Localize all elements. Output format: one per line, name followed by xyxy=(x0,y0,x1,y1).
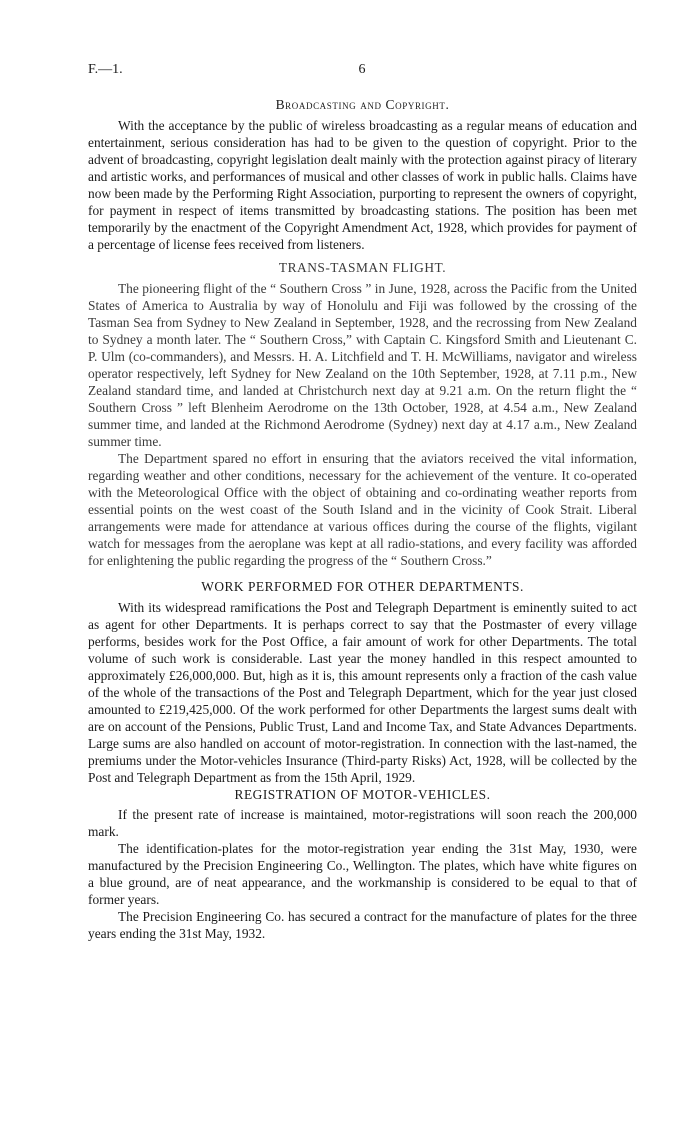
section-broadcasting-copyright xyxy=(88,96,637,253)
section-heading: Broadcasting and Copyright. xyxy=(275,97,450,112)
body-paragraph: With its widespread ramifications the Post and Telegraph Department is eminently suited to act as agent for other Departments. It is perhaps correct to say that the Postmaster of every village performs, besides work for the Post Office, a fair amount of work for other Departments. The total volume of such work is considerable. Last year the money handled in this respect amounted to approximately £26,000,000. But, high as it is, this amount represents only a fraction of the cash value of the whole of the transactions of the Post and Telegraph Department, which for the year just closed amounted to £219,425,000. Of the work performed for other Departments the largest sums dealt with are on account of the Pensions, Public Trust, Land and Income Tax, and State Advances Departments. Large sums are also handled on account of motor-registration. In connection with the last-named, the premiums under the Motor-vehicles Insurance (Third-party Risks) Act, 1928, will be collected by the Post and Telegraph Department as from the 15th April, 1929. xyxy=(88,600,637,785)
body-paragraph: The pioneering flight of the “ Southern Cross ” in June, 1928, across the Pacific from the United States of America to Australia by way of Honolulu and Fiji was followed by the crossing of the Tasman Sea from Sydney to New Zealand in September, 1928, and the recrossing from New Zealand to Sydney a month later. The “ Southern Cross,” with Captain C. Kingsford Smith and Lieutenant C. P. Ulm (co-commanders), and Messrs. H. A. Litchfield and T. H. McWilliams, navigator and wireless operator respectively, left Sydney for New Zealand on the 10th September, 1928, at 7.11 p.m., New Zealand standard time, and landed at Christchurch next day at 9.21 a.m. On the return flight the “ Southern Cross ” left Blenheim Aerodrome on the 13th October, 1928, at 4.54 a.m., New Zealand summer time, and landed at the Richmond Aerodrome (Sydney) next day at 4.17 a.m., New Zealand summer time. xyxy=(88,281,637,449)
section-heading: TRANS-TASMAN FLIGHT. xyxy=(278,260,447,275)
body-paragraph: The identification-plates for the motor-registration year ending the 31st May, 1930, were manufactured by the Precision Engineering Co., Wellington. The plates, which have white figures on a blue ground, are of neat appearance, and the workmanship is considered to be equal to that of former years. xyxy=(88,841,637,907)
report-reference: F.—1. xyxy=(88,62,123,77)
body-paragraph: With the acceptance by the public of wireless broadcasting as a regular means of education and entertainment, serious consideration has had to be given to the question of copyright. Prior to the advent of broadcasting, copyright legislation dealt mainly with the protection against piracy of literary and artistic works, and performances of musical and other classes of work in public halls. Claims have now been made by the Performing Right Association, purporting to represent the owners of copyright, for payment in respect of items transmitted by broadcasting stations. The position has been met temporarily by the enactment of the Copyright Amendment Act, 1928, which provides for payment of a percentage of license fees received from listeners. xyxy=(88,118,637,252)
page-number: 6 xyxy=(358,62,366,77)
body-paragraph: The Precision Engineering Co. has secured a contract for the manufacture of plates for the three years ending the 31st May, 1932. xyxy=(88,909,637,941)
section-motor-vehicle-registration xyxy=(88,786,637,942)
body-paragraph: If the present rate of increase is maintained, motor-registrations will soon reach the 200,000 mark. xyxy=(88,807,637,839)
section-heading: WORK PERFORMED FOR OTHER DEPARTMENTS. xyxy=(201,579,524,594)
page-body xyxy=(88,96,637,942)
section-heading: REGISTRATION OF MOTOR-VEHICLES. xyxy=(234,787,491,802)
section-work-for-other-departments xyxy=(88,578,637,786)
page-header xyxy=(88,62,636,82)
body-paragraph: The Department spared no effort in ensuring that the aviators received the vital information, regarding weather and other conditions, necessary for the achievement of the venture. It co-operated with the Meteorological Office with the object of obtaining and co-ordinating weather reports from essential points on the west coast of the South Island and in the vicinity of Cook Strait. Liberal arrangements were made for attendance at various offices during the course of the flights, vigilant watch for messages from the aeroplane was kept at all radio-stations, and every facility was afforded for enlightening the public regarding the progress of the “ Southern Cross.” xyxy=(88,451,637,568)
section-trans-tasman-flight xyxy=(88,259,637,569)
